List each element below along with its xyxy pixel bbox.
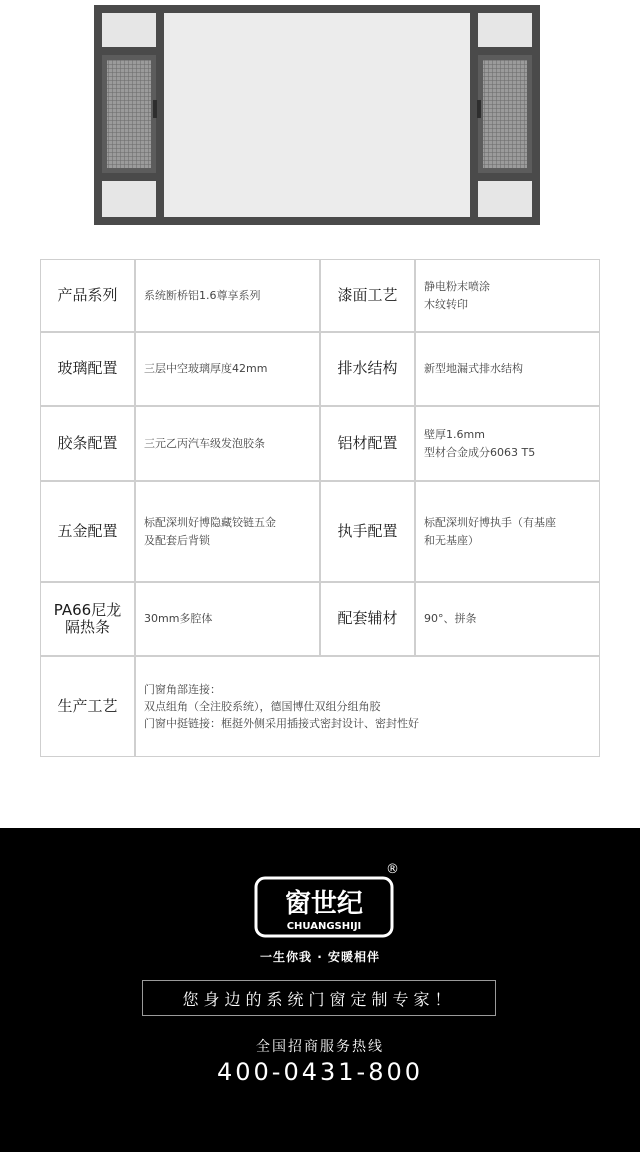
screen-mesh-right (483, 60, 527, 168)
table-row (40, 656, 600, 757)
spec-label: 排水结构 (320, 332, 415, 406)
spec-label: PA66尼龙 隔热条 (40, 582, 135, 656)
tagline-box (142, 980, 496, 1016)
handle-right (477, 100, 481, 118)
spec-label: 漆面工艺 (320, 259, 415, 332)
spec-label: 五金配置 (40, 481, 135, 582)
table-row (40, 481, 600, 582)
spec-value: 壁厚1.6mm 型材合金成分6063 T5 (415, 406, 600, 481)
spec-value: 三层中空玻璃厚度42mm (135, 332, 320, 406)
footer-banner (0, 828, 640, 1152)
spec-value: 门窗角部连接： 双点组角（全注胶系统），德国博仕双组分组角胶 门窗中挺链接：框挺外侧采用插接式密封设计、密封性好 (135, 656, 600, 757)
glass-pane-left-top (102, 13, 156, 47)
brand-name-cn: 窗世纪 (284, 889, 364, 919)
window-product-image (0, 0, 640, 240)
spec-value: 系统断桥铝1.6尊享系列 (135, 259, 320, 332)
table-row (40, 406, 600, 481)
spec-label: 玻璃配置 (40, 332, 135, 406)
spec-label: 生产工艺 (40, 656, 135, 757)
spec-label: 胶条配置 (40, 406, 135, 481)
glass-pane-left-bottom (102, 181, 156, 217)
spec-value: 90°、拼条 (415, 582, 600, 656)
spec-value: 标配深圳好博执手（有基座 和无基座） (415, 481, 600, 582)
brand-name-en: CHUANGSHIJI (286, 921, 362, 932)
spec-value: 30mm多腔体 (135, 582, 320, 656)
spec-label: 配套辅材 (320, 582, 415, 656)
hotline-number[interactable]: 400-0431-800 (216, 1058, 423, 1086)
spec-label: 铝材配置 (320, 406, 415, 481)
tagline-text: 您身边的系统门窗定制专家！ (182, 989, 456, 1009)
slogan: 一生你我 · 安暖相伴 (260, 950, 380, 964)
table-row (40, 259, 600, 332)
registered-mark: ® (386, 862, 399, 877)
glass-pane-center (164, 13, 470, 217)
table-row (40, 582, 600, 656)
hotline-label: 全国招商服务热线 (256, 1039, 384, 1055)
spec-value: 三元乙丙汽车级发泡胶条 (135, 406, 320, 481)
screen-mesh-left (107, 60, 151, 168)
table-row (40, 332, 600, 406)
spec-value: 新型地漏式排水结构 (415, 332, 600, 406)
spec-table (40, 259, 600, 757)
spec-value: 标配深圳好博隐藏铰链五金 及配套后背锁 (135, 481, 320, 582)
glass-pane-right-bottom (478, 181, 532, 217)
spec-label: 产品系列 (40, 259, 135, 332)
spec-label: 执手配置 (320, 481, 415, 582)
handle-left (153, 100, 157, 118)
brand-logo (254, 876, 394, 938)
spec-value: 静电粉末喷涂 木纹转印 (415, 259, 600, 332)
glass-pane-right-top (478, 13, 532, 47)
